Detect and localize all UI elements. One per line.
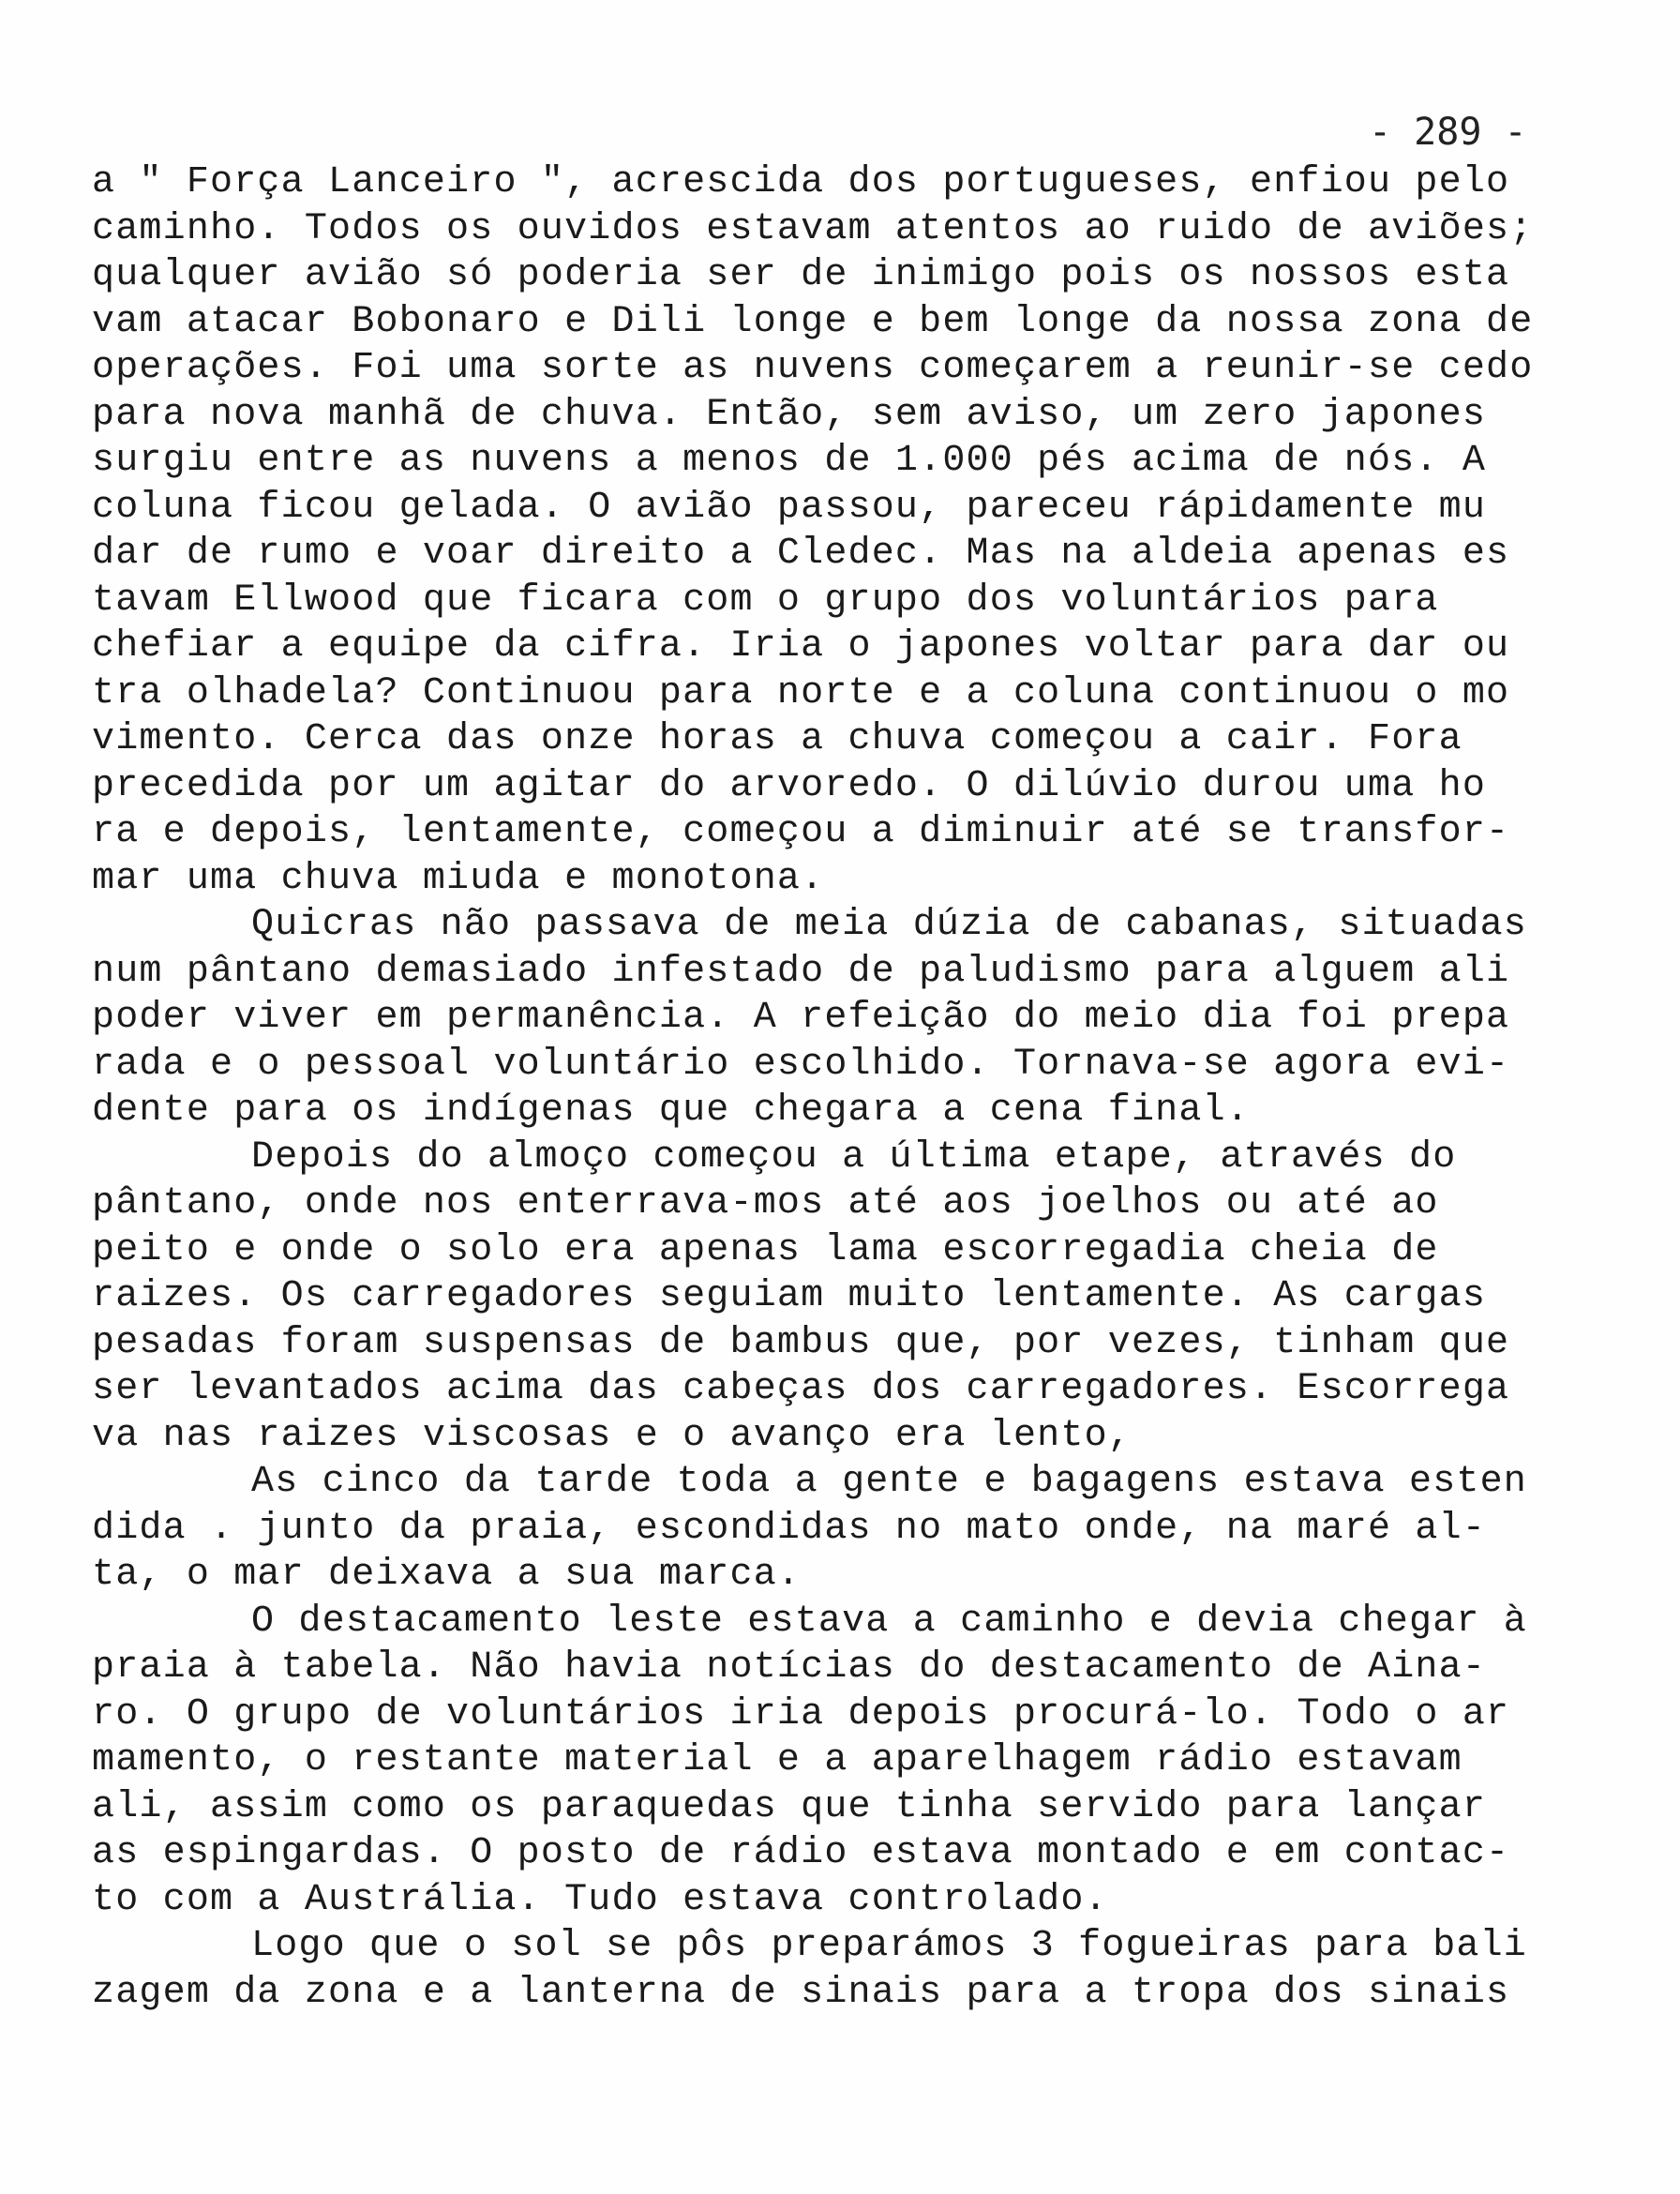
text-line: to com a Austrália. Tudo estava controlado. (92, 1878, 1108, 1921)
text-line: dente para os indígenas que chegara a cena final. (92, 1089, 1250, 1132)
text-line: vimento. Cerca das onze horas a chuva começou a cair. Fora (92, 718, 1462, 760)
text-line: ra e depois, lentamente, começou a diminuir até se transfor- (92, 811, 1510, 853)
text-line: vam atacar Bobonaro e Dili longe e bem longe da nossa zona de (92, 300, 1534, 343)
text-line: raizes. Os carregadores seguiam muito lentamente. As cargas (92, 1275, 1487, 1317)
page-number: - 289 - (1369, 111, 1527, 154)
text-line: a " Força Lanceiro ", acrescida dos portugueses, enfiou pelo (92, 161, 1510, 203)
text-line: ro. O grupo de voluntários iria depois procurá-lo. Todo o ar (92, 1692, 1510, 1736)
paragraph-start: Depois do almoço começou a última etape, através do (251, 1135, 1457, 1179)
text-line: ser levantados acima das cabeças dos carregadores. Escorrega (92, 1368, 1510, 1410)
text-line: zagem da zona e a lanterna de sinais para a tropa dos sinais (92, 1971, 1510, 2014)
text-line: rada e o pessoal voluntário escolhido. Tornava-se agora evi- (92, 1043, 1510, 1086)
text-line: praia à tabela. Não havia notícias do destacamento de Aina- (92, 1646, 1487, 1689)
paragraph-start: Logo que o sol se pôs preparámos 3 fogueiras para bali (251, 1925, 1528, 1967)
text-line: precedida por um agitar do arvoredo. O dilúvio durou uma ho (92, 764, 1487, 807)
text-line: poder viver em permanência. A refeição do meio dia foi prepa (92, 997, 1510, 1039)
text-line: peito e onde o solo era apenas lama escorregadia cheia de (92, 1228, 1439, 1271)
text-line: surgiu entre as nuvens a menos de 1.000 pés acima de nós. A (92, 440, 1487, 482)
text-line: mamento, o restante material e a aparelhagem rádio estavam (92, 1739, 1462, 1781)
text-line: ali, assim como os paraquedas que tinha servido para lançar (92, 1785, 1487, 1828)
paragraph-start: As cinco da tarde toda a gente e bagagens estava esten (251, 1461, 1528, 1503)
text-line: pesadas foram suspensas de bambus que, por vezes, tinham que (92, 1321, 1510, 1364)
text-line: dida . junto da praia, escondidas no mato onde, na maré al- (92, 1507, 1487, 1550)
body-text (92, 159, 1629, 2016)
text-line: num pântano demasiado infestado de paludismo para alguem ali (92, 950, 1510, 993)
text-line: ta, o mar deixava a sua marca. (92, 1554, 802, 1596)
text-line: tavam Ellwood que ficara com o grupo dos voluntários para (92, 579, 1439, 622)
text-line: mar uma chuva miuda e monotona. (92, 857, 825, 900)
text-line: tra olhadela? Continuou para norte e a coluna continuou o mo (92, 671, 1510, 714)
text-line: operações. Foi uma sorte as nuvens começarem a reunir-se cedo (92, 347, 1534, 389)
text-line: dar de rumo e voar direito a Cledec. Mas na aldeia apenas es (92, 533, 1510, 575)
text-line: pântano, onde nos enterrava-mos até aos joelhos ou até ao (92, 1182, 1439, 1225)
text-line: va nas raizes viscosas e o avanço era lento, (92, 1414, 1132, 1457)
text-line: qualquer avião só poderia ser de inimigo pois os nossos esta (92, 254, 1510, 296)
text-line: para nova manhã de chuva. Então, sem aviso, um zero japones (92, 393, 1487, 436)
text-line: caminho. Todos os ouvidos estavam atentos ao ruido de aviões; (92, 207, 1534, 250)
paragraph-start: Quicras não passava de meia dúzia de cabanas, situadas (251, 904, 1528, 946)
paragraph-start: O destacamento leste estava a caminho e devia chegar à (251, 1600, 1528, 1643)
text-line: coluna ficou gelada. O avião passou, pareceu rápidamente mu (92, 486, 1487, 529)
text-line: as espingardas. O posto de rádio estava montado e em contac- (92, 1832, 1510, 1874)
text-line: chefiar a equipe da cifra. Iria o japones voltar para dar ou (92, 625, 1510, 668)
